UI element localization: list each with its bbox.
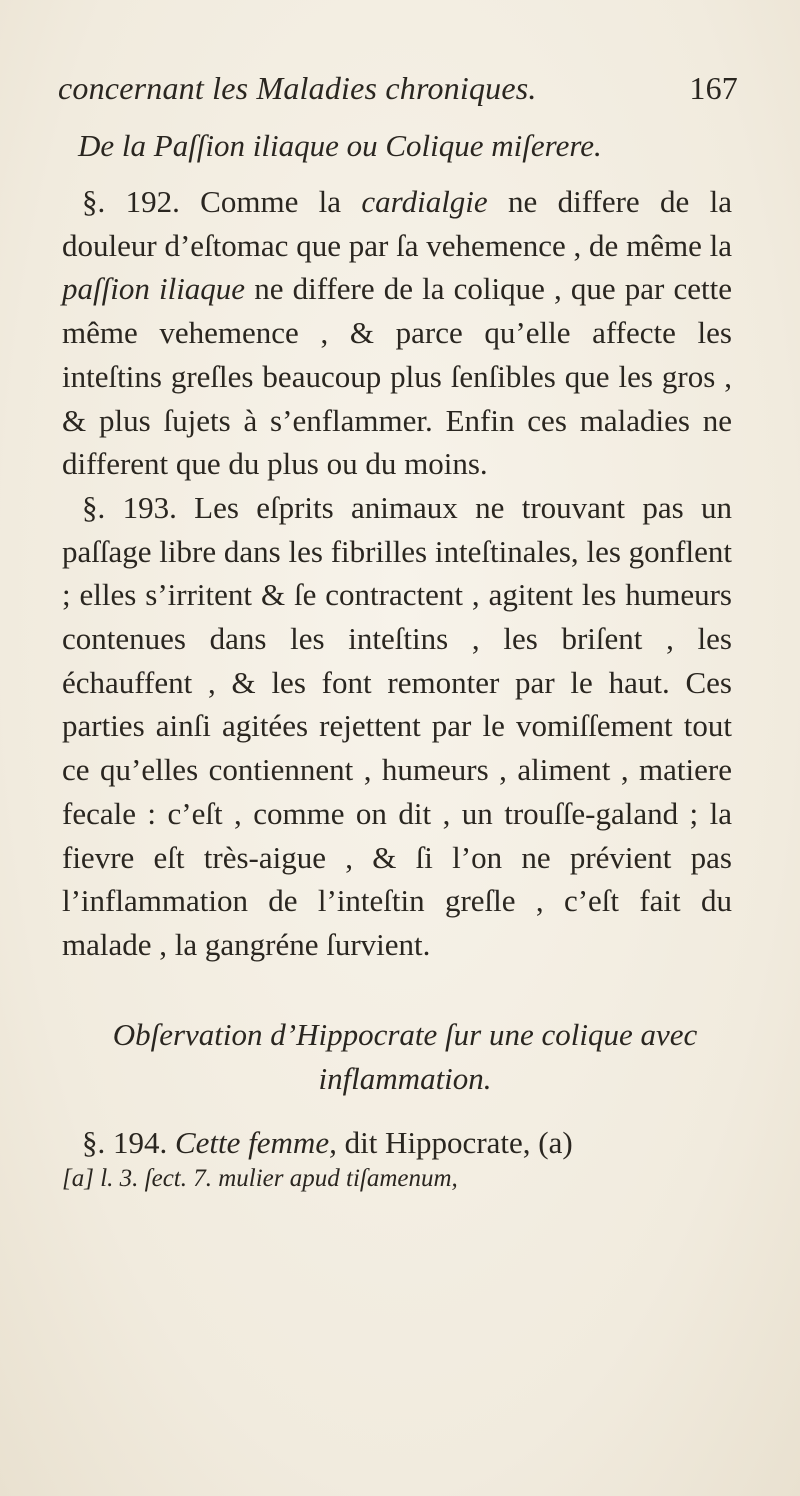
text-run: dit Hippocrate, (a): [336, 1125, 573, 1160]
text-run: §. 194.: [82, 1125, 175, 1160]
italic-term: paſſion iliaque: [62, 271, 246, 307]
paragraph-192: [62, 180, 732, 486]
running-title: concernant les Maladies chroniques.: [58, 70, 537, 106]
observation-title: Obſervation d’Hippocrate ſur une colique avec inflammation.: [112, 1017, 698, 1096]
paragraph-194: [62, 1121, 732, 1164]
text-run: ne differe de la douleur d’eſtomac que par ſa vehemence , de même la: [62, 184, 732, 263]
body-text: [62, 180, 732, 967]
paragraph-193: §. 193. Les eſprits animaux ne trouvant pas un paſſage libre dans les fibrilles inteſtinales, les gonflent ; elles s’irritent & ſe contractent , agitent les humeurs contenues dans les inteſtins , les briſent , les échauffent , & les font remonter par le haut. Ces parties ainſi agitées rejettent par le vomiſſement tout ce qu’elles contiennent , humeurs , aliment , matiere fecale : c’eſt , comme on dit , un trouſſe-galand ; la fievre eſt très-aigue , & ſi l’on ne prévient pas l’inflammation de l’inteſtin greſle , c’eſt fait du malade , la gangréne ſurvient.: [62, 489, 732, 962]
running-header: [58, 70, 738, 107]
italic-term: cardialgie: [361, 184, 488, 219]
page-number: 167: [689, 70, 738, 106]
text-run: ne differe de la colique , que par cette même vehemence , & parce qu’elle affecte les inteſtins greſles beaucoup plus ſenſibles que les gros , & plus ſujets à s’enflammer. Enfin ces maladies ne different que du plus ou du moins.: [62, 271, 733, 482]
footnote: [a] l. 3. ſect. 7. mulier apud tiſamenum,: [62, 1165, 458, 1192]
italic-term: Cette femme,: [175, 1125, 337, 1160]
section-title: De la Paſſion iliaque ou Colique miſerere.: [78, 128, 602, 163]
text-run: §. 192. Comme la: [82, 184, 362, 219]
